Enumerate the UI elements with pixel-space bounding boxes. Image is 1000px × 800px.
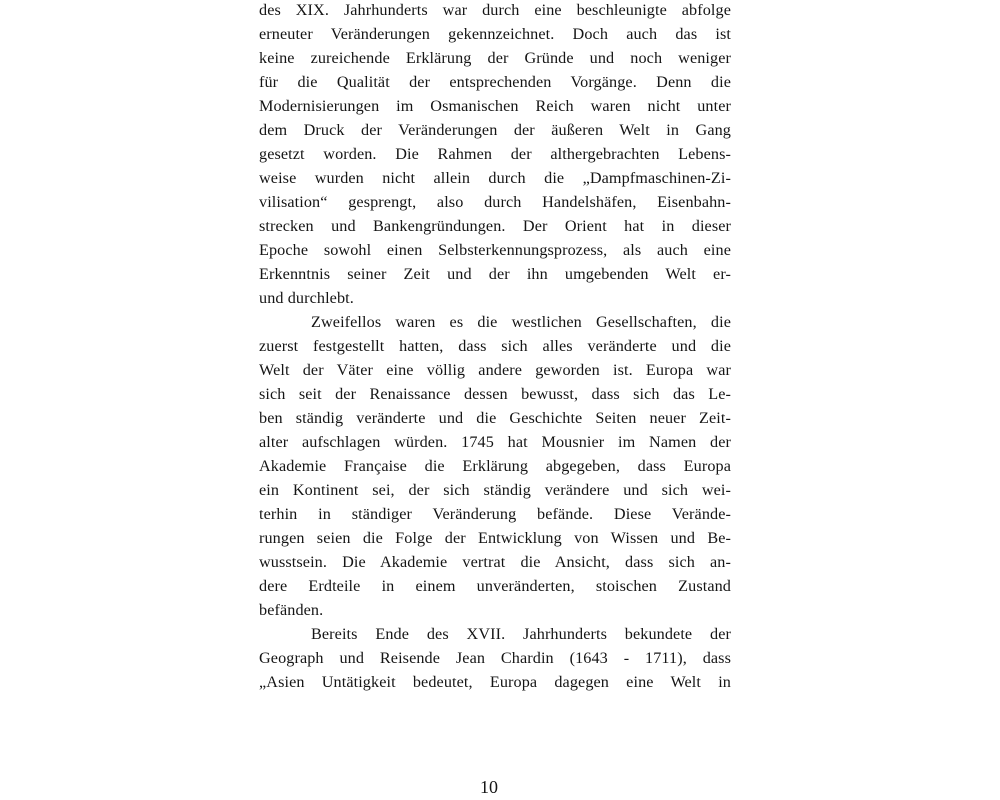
text-line: terhin in ständiger Veränderung befände. Diese Verände- <box>259 505 731 523</box>
text-line: für die Qualität der entsprechenden Vorgänge. Denn die <box>259 73 731 91</box>
text-line: Akademie Française die Erklärung abgegeben, dass Europa <box>259 457 731 475</box>
page-number: 10 <box>480 777 498 797</box>
text-line: wusstsein. Die Akademie vertrat die Ansicht, dass sich an- <box>259 553 731 571</box>
paragraph <box>259 310 731 622</box>
text-line: strecken und Bankengründungen. Der Orient hat in dieser <box>259 217 731 235</box>
text-line: dere Erdteile in einem unveränderten, stoischen Zustand <box>259 577 731 595</box>
paragraph <box>259 622 731 694</box>
text-line: keine zureichende Erklärung der Gründe und noch weniger <box>259 49 731 67</box>
text-line: ben ständig veränderte und die Geschichte Seiten neuer Zeit- <box>259 409 731 427</box>
paragraph <box>259 0 731 310</box>
text-line: vilisation“ gesprengt, also durch Handelshäfen, Eisenbahn- <box>259 193 731 211</box>
text-line: zuerst festgestellt hatten, dass sich alles veränderte und die <box>259 337 731 355</box>
text-line: ein Kontinent sei, der sich ständig verändere und sich wei- <box>259 481 731 499</box>
text-line: Geograph und Reisende Jean Chardin (1643 - 1711), dass <box>259 649 731 667</box>
text-line: gesetzt worden. Die Rahmen der althergebrachten Lebens- <box>259 145 731 163</box>
text-line: des XIX. Jahrhunderts war durch eine beschleunigte abfolge <box>259 1 731 19</box>
text-line: Bereits Ende des XVII. Jahrhunderts bekundete der <box>311 625 731 643</box>
text-line: Welt der Väter eine völlig andere geworden ist. Europa war <box>259 361 731 379</box>
text-line: alter aufschlagen würden. 1745 hat Mousnier im Namen der <box>259 433 731 451</box>
text-line: „Asien Untätigkeit bedeutet, Europa dagegen eine Welt in <box>259 673 731 691</box>
text-line: und durchlebt. <box>259 289 354 307</box>
text-line: erneuter Veränderungen gekennzeichnet. Doch auch das ist <box>259 25 731 43</box>
body-text <box>259 0 731 694</box>
text-line: Erkenntnis seiner Zeit und der ihn umgebenden Welt er- <box>259 265 731 283</box>
text-line: dem Druck der Veränderungen der äußeren Welt in Gang <box>259 121 731 139</box>
text-line: rungen seien die Folge der Entwicklung von Wissen und Be- <box>259 529 731 547</box>
text-line: sich seit der Renaissance dessen bewusst, dass sich das Le- <box>259 385 731 403</box>
text-line: Epoche sowohl einen Selbsterkennungsprozess, als auch eine <box>259 241 731 259</box>
text-line: Modernisierungen im Osmanischen Reich waren nicht unter <box>259 97 731 115</box>
text-line: weise wurden nicht allein durch die „Dampfmaschinen-Zi- <box>259 169 731 187</box>
text-line: befänden. <box>259 601 324 619</box>
text-line: Zweifellos waren es die westlichen Gesellschaften, die <box>311 313 731 331</box>
